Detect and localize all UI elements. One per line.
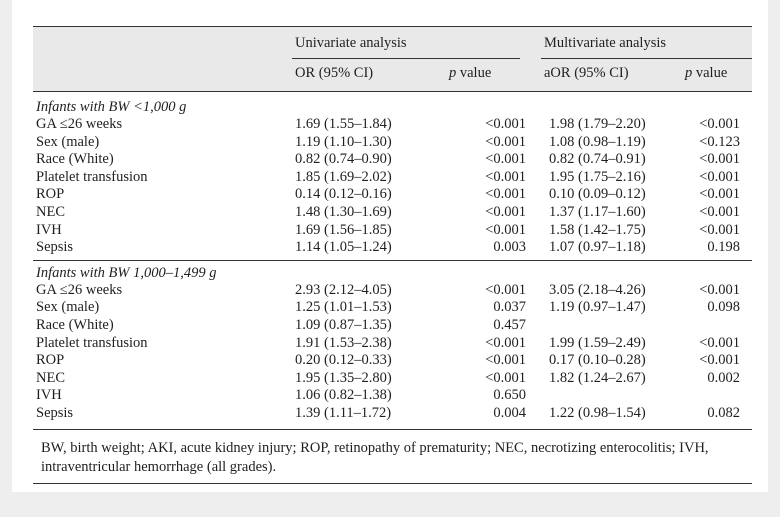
adjusted-p-value: 0.082 — [707, 404, 740, 421]
multivariate-header: Multivariate analysis — [544, 35, 667, 51]
p-value: <0.001 — [485, 203, 526, 220]
aor-value: 1.82 (1.24–2.67) — [549, 369, 646, 386]
or-value: 1.09 (0.87–1.35) — [295, 316, 392, 333]
or-value: 2.93 (2.12–4.05) — [295, 281, 392, 298]
or-value: 1.85 (1.69–2.02) — [295, 168, 392, 185]
or-value: 1.39 (1.11–1.72) — [295, 404, 392, 421]
p-value: <0.001 — [485, 221, 526, 238]
table-row — [33, 222, 752, 240]
adjusted-p-value — [689, 387, 752, 405]
table-header — [33, 27, 752, 91]
adjusted-p-value: 0.002 — [707, 369, 740, 386]
adjusted-p-value: 0.198 — [707, 239, 740, 256]
table-row — [33, 186, 752, 204]
aor-value: 1.07 (0.97–1.18) — [549, 239, 646, 256]
adjusted-p-value: <0.001 — [699, 186, 740, 203]
p-value: <0.001 — [485, 334, 526, 351]
table-row — [33, 282, 752, 300]
p-value: 0.037 — [493, 299, 526, 316]
or-value: 1.25 (1.01–1.53) — [295, 299, 392, 316]
row-label: GA ≤26 weeks — [36, 116, 123, 132]
section-title: Infants with BW <1,000 g — [36, 99, 187, 115]
or-value: 0.20 (0.12–0.33) — [295, 352, 392, 369]
aor-value: 0.17 (0.10–0.28) — [549, 352, 646, 369]
footnote-rule — [33, 483, 752, 484]
adjusted-p-value: <0.001 — [699, 151, 740, 168]
p-value: <0.001 — [485, 133, 526, 150]
row-label: NEC — [36, 369, 65, 386]
or-value: 1.69 (1.55–1.84) — [295, 116, 392, 132]
p-value: <0.001 — [485, 352, 526, 369]
p-value-header: p value — [449, 65, 492, 81]
row-label: Platelet transfusion — [36, 168, 148, 185]
adjusted-p-value: <0.001 — [699, 352, 740, 369]
aor-value: 1.99 (1.59–2.49) — [549, 334, 646, 351]
row-label: Sepsis — [36, 239, 74, 256]
section-table — [33, 282, 752, 423]
section-title: Infants with BW 1,000–1,499 g — [36, 264, 217, 281]
aor-value: 1.58 (1.42–1.75) — [549, 221, 646, 238]
table-row — [33, 299, 752, 317]
table-row — [33, 317, 752, 335]
adjusted-p-value: <0.001 — [699, 334, 740, 351]
table-row — [33, 116, 752, 134]
adjusted-p-value: <0.001 — [699, 281, 740, 298]
or-value: 1.91 (1.53–2.38) — [295, 334, 392, 351]
or-ci-header: OR (95% CI) — [295, 65, 374, 81]
p-value-header-2: p value — [685, 65, 728, 81]
or-value: 1.69 (1.56–1.85) — [295, 221, 392, 238]
adjusted-p-value: <0.001 — [699, 116, 740, 132]
p-value: <0.001 — [485, 116, 526, 132]
row-label: IVH — [36, 387, 62, 404]
or-value: 1.06 (0.82–1.38) — [295, 387, 392, 404]
table-row — [33, 239, 752, 257]
p-value: 0.003 — [493, 239, 526, 256]
table-row — [33, 151, 752, 169]
table-row — [33, 134, 752, 152]
aor-value — [549, 387, 689, 405]
row-label: NEC — [36, 203, 65, 220]
section-table — [33, 116, 752, 257]
row-label: Race (White) — [36, 316, 114, 333]
univariate-header: Univariate analysis — [295, 35, 407, 51]
or-value: 1.14 (1.05–1.24) — [295, 239, 392, 256]
table-row — [33, 387, 752, 405]
p-value: 0.457 — [493, 316, 526, 333]
row-label: Sex (male) — [36, 299, 100, 316]
p-value: 0.004 — [493, 404, 526, 421]
aor-ci-header: aOR (95% CI) — [544, 65, 629, 81]
row-label: IVH — [36, 221, 62, 238]
footnote: BW, birth weight; AKI, acute kidney injury; ROP, retinopathy of prematurity; NEC, necrotizing enterocolitis; IVH, intraventricular hemorrhage (all grades). — [41, 439, 709, 475]
aor-value: 1.37 (1.17–1.60) — [549, 203, 646, 220]
results-table — [33, 26, 752, 484]
table-row — [33, 370, 752, 388]
univariate-underline — [292, 58, 520, 59]
multivariate-underline — [541, 58, 752, 59]
table-row — [33, 352, 752, 370]
adjusted-p-value: 0.098 — [707, 299, 740, 316]
row-label: ROP — [36, 352, 65, 369]
aor-value: 1.19 (0.97–1.47) — [549, 299, 646, 316]
table-row — [33, 169, 752, 187]
aor-value: 1.98 (1.79–2.20) — [549, 116, 646, 132]
p-value: <0.001 — [485, 168, 526, 185]
adjusted-p-value: <0.001 — [699, 168, 740, 185]
table-row — [33, 204, 752, 222]
row-label: Sex (male) — [36, 133, 100, 150]
or-value: 0.82 (0.74–0.90) — [295, 151, 392, 168]
aor-value: 1.22 (0.98–1.54) — [549, 404, 646, 421]
or-value: 1.19 (1.10–1.30) — [295, 133, 392, 150]
row-label: ROP — [36, 186, 65, 203]
p-value: <0.001 — [485, 186, 526, 203]
aor-value — [549, 317, 689, 335]
aor-value: 3.05 (2.18–4.26) — [549, 281, 646, 298]
or-value: 0.14 (0.12–0.16) — [295, 186, 392, 203]
p-value: <0.001 — [485, 151, 526, 168]
adjusted-p-value: <0.123 — [699, 133, 740, 150]
or-value: 1.48 (1.30–1.69) — [295, 203, 392, 220]
row-label: Platelet transfusion — [36, 334, 148, 351]
p-value: <0.001 — [485, 369, 526, 386]
row-label: Sepsis — [36, 404, 74, 421]
adjusted-p-value — [689, 317, 752, 335]
p-value: <0.001 — [485, 281, 526, 298]
row-label: Race (White) — [36, 151, 114, 168]
table-row — [33, 335, 752, 353]
aor-value: 0.10 (0.09–0.12) — [549, 186, 646, 203]
adjusted-p-value: <0.001 — [699, 203, 740, 220]
aor-value: 0.82 (0.74–0.91) — [549, 151, 646, 168]
aor-value: 1.08 (0.98–1.19) — [549, 133, 646, 150]
or-value: 1.95 (1.35–2.80) — [295, 369, 392, 386]
aor-value: 1.95 (1.75–2.16) — [549, 168, 646, 185]
document-page — [12, 0, 768, 492]
row-label: GA ≤26 weeks — [36, 281, 123, 298]
adjusted-p-value: <0.001 — [699, 221, 740, 238]
table-row — [33, 405, 752, 423]
p-value: 0.650 — [493, 387, 526, 404]
